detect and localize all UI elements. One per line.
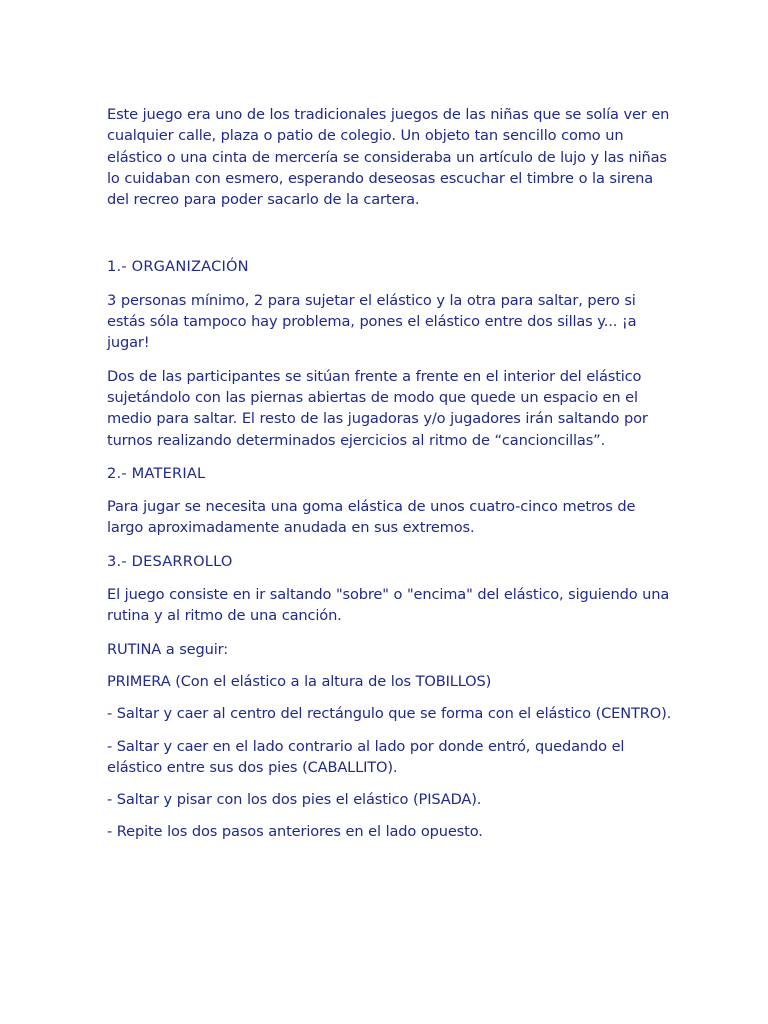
material-paragraph: Para jugar se necesita una goma elástica de unos cuatro-cinco metros de largo aproximadamente anudada en sus extremos. (107, 498, 636, 537)
routine-step: - Saltar y pisar con los dos pies el elástico (PISADA). (107, 791, 482, 809)
section-heading-material: 2.- MATERIAL (107, 464, 206, 482)
routine-step: - Saltar y caer al centro del rectángulo que se forma con el elástico (CENTRO). (107, 705, 672, 723)
intro-paragraph: Este juego era uno de los tradicionales juegos de las niñas que se solía ver en cualquier calle, plaza o patio de colegio. Un objeto tan sencillo como un elástico o una cinta de mercería se consideraba un artículo de lujo y las niñas lo cuidaban con esmero, esperando deseosas escuchar el timbre o la sirena del recreo para poder sacarlo de la cartera. (107, 106, 670, 209)
section-heading-desarrollo: 3.- DESARROLLO (107, 552, 233, 570)
first-routine-label: PRIMERA (Con el elástico a la altura de los TOBILLOS) (107, 672, 492, 690)
routine-step: - Repite los dos pasos anteriores en el lado opuesto. (107, 823, 483, 841)
routine-step: - Saltar y caer en el lado contrario al lado por donde entró, quedando el elástico entre sus dos pies (CABALLITO). (107, 737, 625, 776)
desarrollo-paragraph: El juego consiste en ir saltando "sobre" o "encima" del elástico, siguiendo una rutina y al ritmo de una canción. (107, 586, 670, 625)
organizacion-paragraph-2: Dos de las participantes se sitúan frente a frente en el interior del elástico sujetándolo con las piernas abiertas de modo que quede un espacio en el medio para saltar. El resto de las jugadoras y/o jugadores irán saltando por turnos realizando determinados ejercicios al ritmo de “cancioncillas”. (107, 367, 648, 449)
routine-label: RUTINA a seguir: (107, 640, 228, 658)
section-heading-organizacion: 1.- ORGANIZACIÓN (107, 258, 249, 276)
organizacion-paragraph-1: 3 personas mínimo, 2 para sujetar el elástico y la otra para saltar, pero si estás sóla tampoco hay problema, pones el elástico entre dos sillas y... ¡a jugar! (107, 291, 637, 352)
